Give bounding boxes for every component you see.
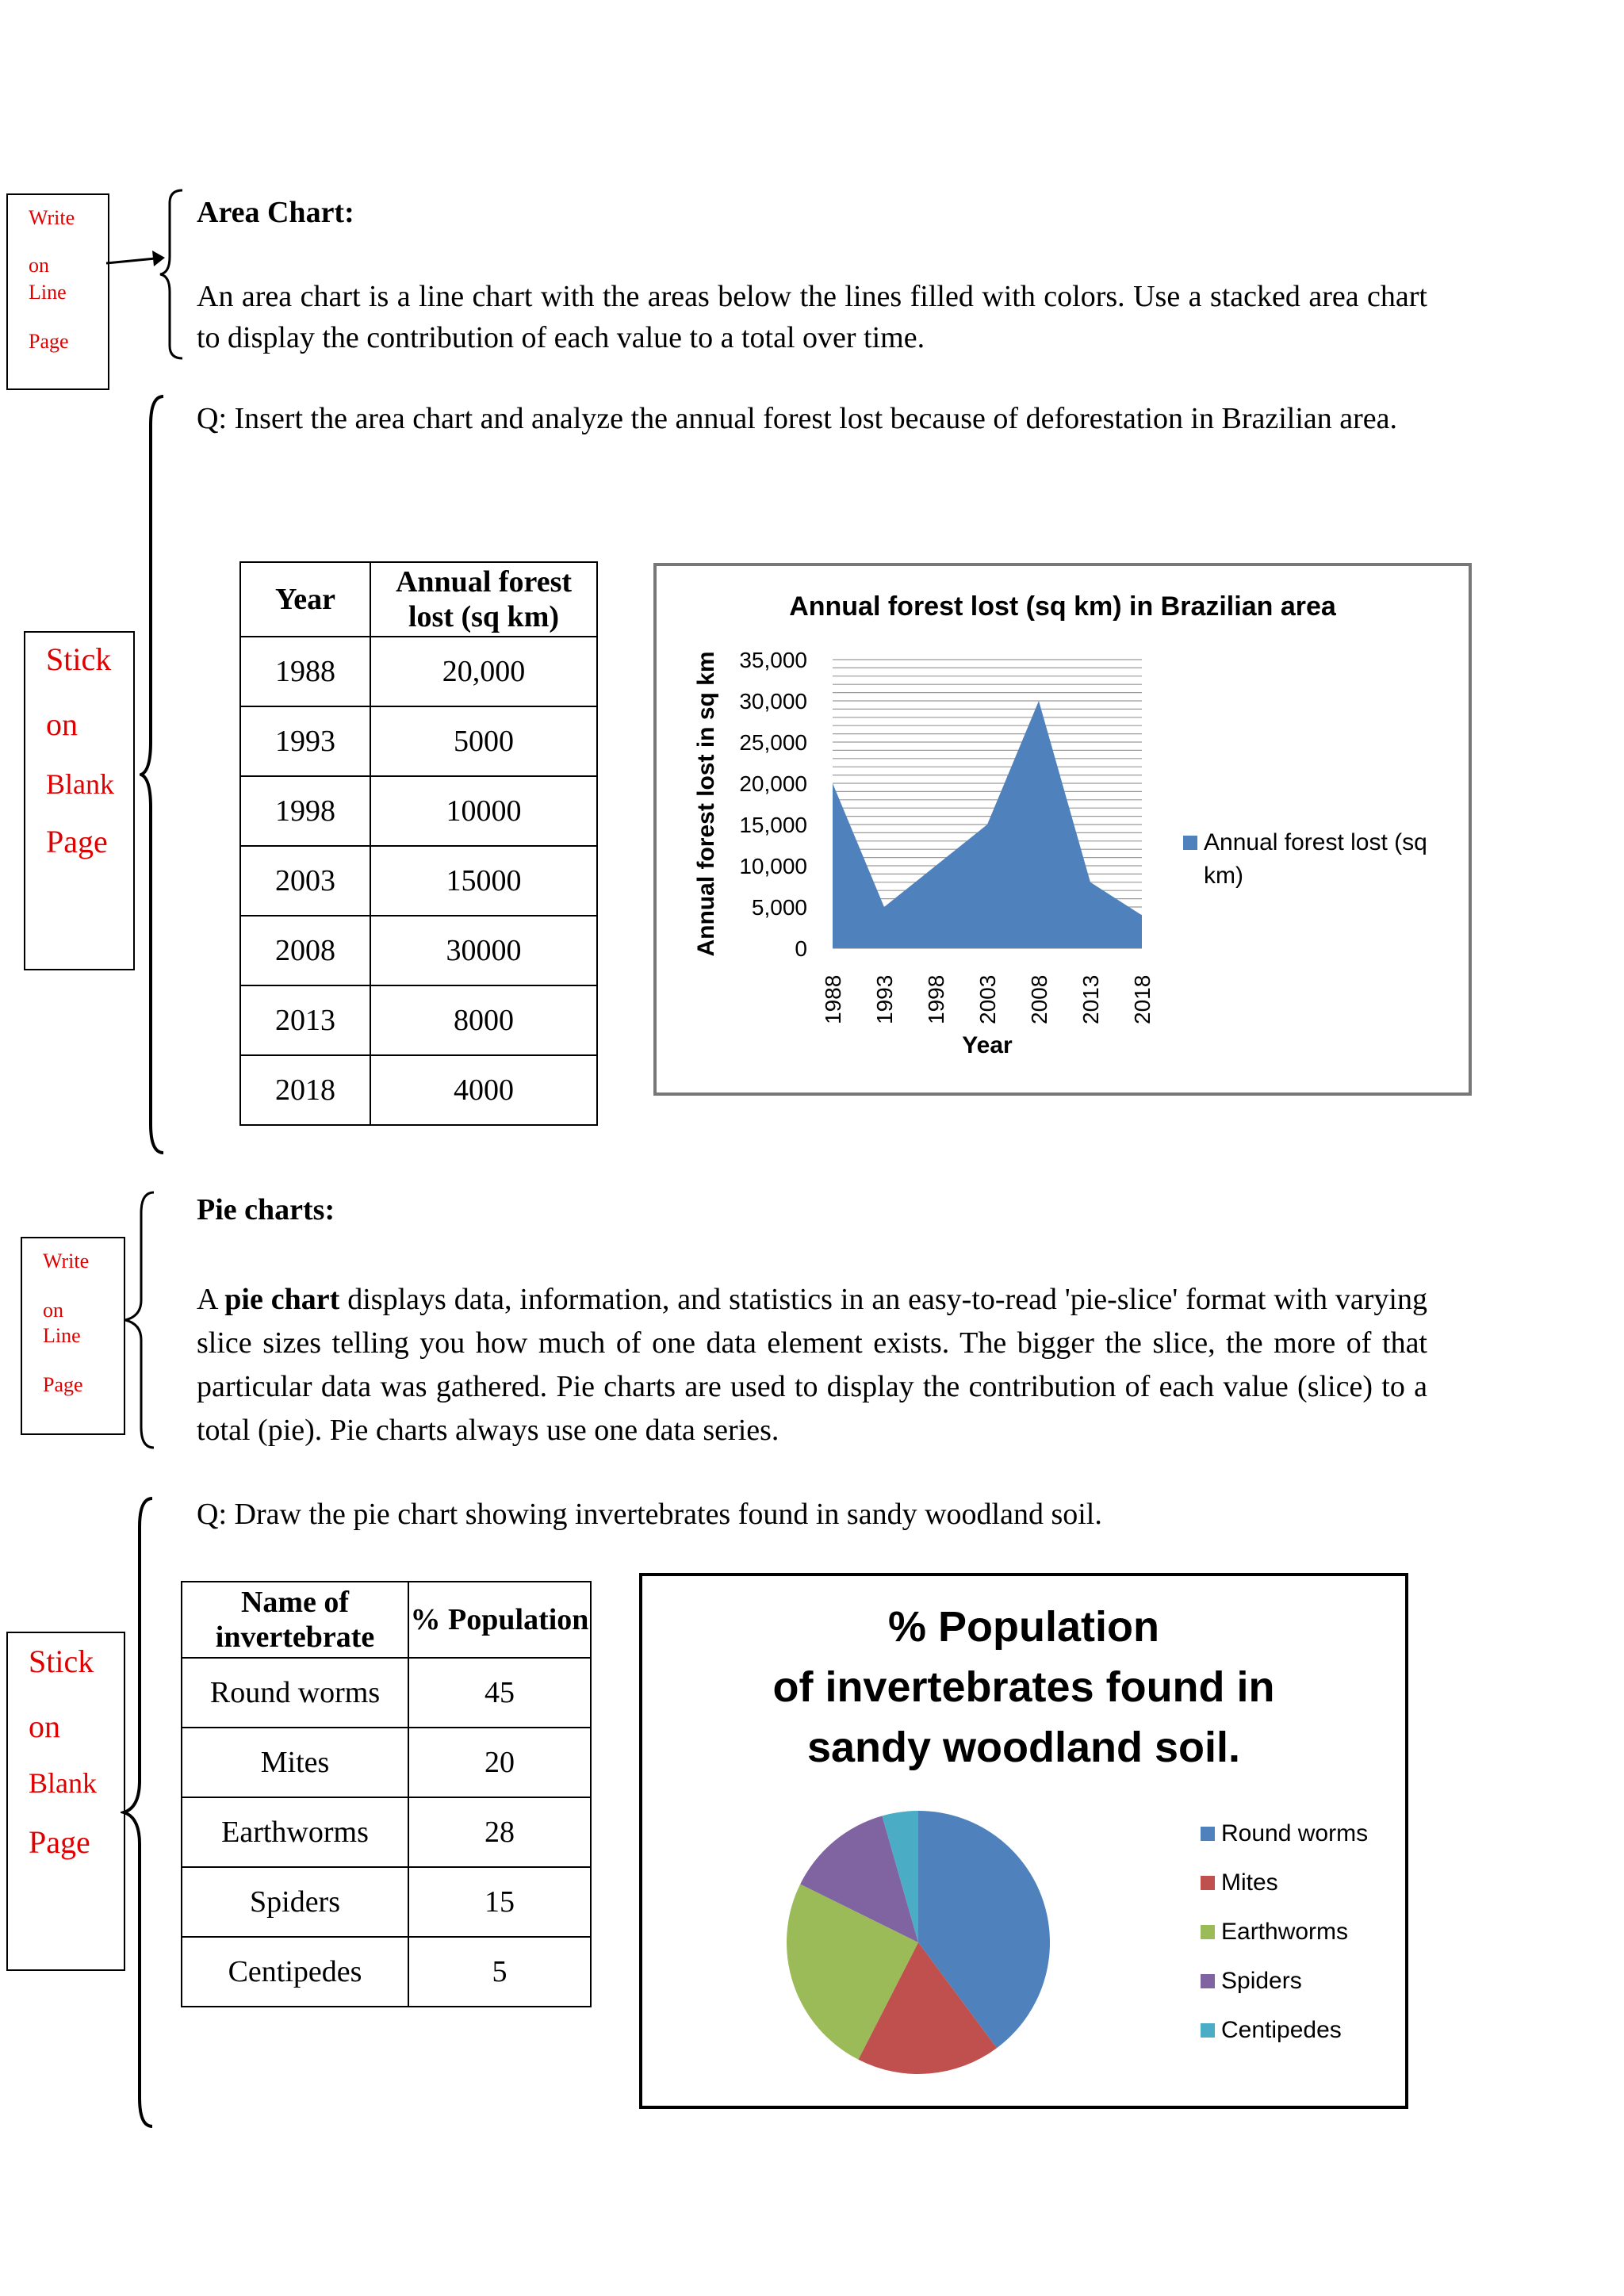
table-cell: Round worms	[182, 1658, 408, 1728]
y-axis-label: Annual forest lost in sq km	[693, 651, 719, 957]
x-tick-label: 2018	[1130, 974, 1155, 1024]
side-note-word: Write	[29, 206, 75, 229]
table-cell: 10000	[370, 776, 597, 846]
table-cell: Centipedes	[182, 1937, 408, 2007]
x-axis-label: Year	[962, 1032, 1013, 1058]
table-cell: 20,000	[370, 637, 597, 706]
table-header: Name of invertebrate	[182, 1582, 408, 1658]
table-cell: 45	[408, 1658, 591, 1728]
legend-label: Spiders	[1221, 1968, 1302, 1994]
side-note-word: Page	[29, 1824, 90, 1860]
table-cell: 15	[408, 1867, 591, 1937]
y-tick-label: 10,000	[739, 854, 807, 878]
side-note-word: on	[46, 706, 78, 742]
table-cell: 1993	[240, 706, 370, 776]
side-note-word: on	[43, 1299, 63, 1322]
side-note-stick-2	[6, 1632, 125, 1971]
x-tick-label: 1998	[924, 974, 948, 1024]
brace-icon	[122, 1189, 162, 1451]
area-chart-question: Q: Insert the area chart and analyze the annual forest lost because of deforestation in Brazilian area.	[197, 402, 1398, 435]
pie-chart-description	[197, 1278, 1427, 1452]
table-cell: 1998	[240, 776, 370, 846]
legend-swatch	[1201, 1876, 1215, 1890]
brace-icon	[159, 187, 190, 362]
side-note-word: Write	[43, 1249, 90, 1272]
table-cell: 2018	[240, 1055, 370, 1125]
brace-icon	[121, 1495, 160, 2130]
chart-title: % Population of invertebrates found in sandy woodland soil.	[772, 1603, 1275, 1771]
area-chart-description: An area chart is a line chart with the areas below the lines filled with colors. Use a stacked area chart to display the contribution of each value to a total over time.	[197, 280, 1427, 354]
table-cell: 5	[408, 1937, 591, 2007]
y-tick-label: 30,000	[739, 689, 807, 714]
section-heading-area-chart: Area Chart:	[197, 196, 354, 229]
y-tick-label: 20,000	[739, 771, 807, 796]
legend-swatch	[1201, 1974, 1215, 1988]
pie-chart	[639, 1573, 1408, 2109]
legend-label: Annual forest lost (sq km)	[1204, 829, 1427, 889]
table-cell: 28	[408, 1797, 591, 1867]
invertebrate-table	[181, 1581, 592, 2007]
table-header: % Population	[408, 1582, 591, 1658]
table-cell: 30000	[370, 916, 597, 985]
legend-swatch	[1201, 1925, 1215, 1939]
side-note-word: Stick	[29, 1644, 94, 1679]
table-cell: 20	[408, 1728, 591, 1797]
table-cell: Mites	[182, 1728, 408, 1797]
x-tick-label: 2008	[1027, 974, 1051, 1024]
legend-label: Earthworms	[1221, 1919, 1349, 1945]
x-tick-label: 1988	[821, 974, 845, 1024]
x-tick-label: 2003	[975, 974, 1000, 1024]
legend-label: Mites	[1221, 1869, 1278, 1896]
table-cell: 15000	[370, 846, 597, 916]
side-note-word: Stick	[46, 641, 112, 677]
table-cell: 2008	[240, 916, 370, 985]
para-bold-term: pie chart	[224, 1283, 340, 1316]
side-note-word: Line	[29, 281, 67, 304]
y-tick-label: 5,000	[751, 895, 807, 920]
table-cell: 2013	[240, 985, 370, 1055]
table-cell: 4000	[370, 1055, 597, 1125]
side-note-write-1	[6, 193, 109, 390]
table-header: Year	[240, 562, 370, 637]
side-note-stick-1	[24, 631, 135, 970]
table-cell: 8000	[370, 985, 597, 1055]
table-header: Annual forest lost (sq km)	[370, 562, 597, 637]
table-cell: Spiders	[182, 1867, 408, 1937]
pie-chart-question: Q: Draw the pie chart showing invertebrates found in sandy woodland soil.	[197, 1498, 1102, 1531]
table-cell: 5000	[370, 706, 597, 776]
chart-title: Annual forest lost (sq km) in Brazilian area	[789, 591, 1336, 622]
side-note-word: on	[29, 1709, 60, 1744]
side-note-word: Page	[46, 824, 108, 859]
side-note-word: Page	[43, 1373, 83, 1396]
x-tick-label: 2013	[1078, 974, 1103, 1024]
side-note-word: Blank	[29, 1767, 97, 1799]
para-text: A	[197, 1283, 225, 1316]
pie-chart-svg	[642, 1576, 1405, 2106]
legend-swatch	[1201, 1827, 1215, 1841]
y-tick-label: 25,000	[739, 730, 807, 755]
para-text: displays data, information, and statistics in an easy-to-read 'pie-slice' format with varying slice sizes telling you how much of one data element exists. The bigger the slice, the more of that particular data was gathered. Pie charts are used to display the contribution of each value (slice) to a total (pie). Pie charts always use one data series.	[197, 1283, 1427, 1447]
x-tick-label: 1993	[872, 974, 897, 1024]
y-tick-label: 15,000	[739, 813, 807, 837]
area-chart-svg	[657, 566, 1469, 1093]
table-cell: Earthworms	[182, 1797, 408, 1867]
side-note-word: Line	[43, 1324, 81, 1347]
legend-label: Round worms	[1221, 1820, 1369, 1846]
brace-icon	[140, 393, 171, 1156]
side-note-word: Page	[29, 330, 69, 353]
y-tick-label: 35,000	[739, 648, 807, 672]
legend-swatch	[1183, 836, 1197, 850]
side-note-write-2	[21, 1237, 125, 1435]
y-tick-label: 0	[795, 936, 807, 961]
section-heading-pie-charts: Pie charts:	[197, 1193, 335, 1226]
table-cell: 1988	[240, 637, 370, 706]
side-note-word: on	[29, 254, 49, 277]
side-note-word: Blank	[46, 768, 114, 800]
area-chart	[653, 563, 1472, 1096]
forest-loss-table	[239, 561, 598, 1126]
legend-swatch	[1201, 2023, 1215, 2038]
table-cell: 2003	[240, 846, 370, 916]
legend-label: Centipedes	[1221, 2017, 1342, 2043]
